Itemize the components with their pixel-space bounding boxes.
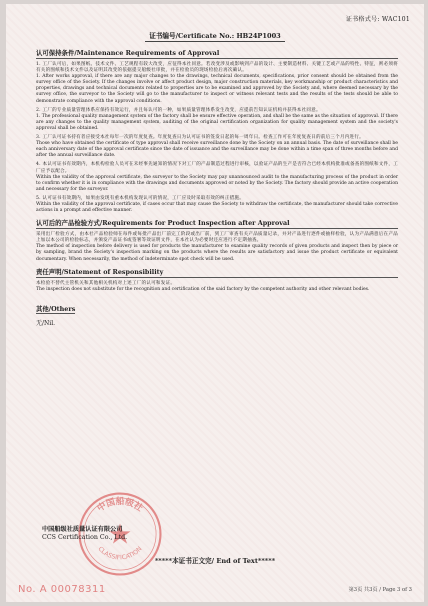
end-of-text: *****本证书正文完/ End of Text***** bbox=[154, 557, 276, 565]
paragraph-en: 1. After works approval, if there are any major changes to the drawings, technical documents, specifications, prior consent should be obtained from the survey office of the Society. If the changes involve or affect product design, major construction materials, key workmanship or product characteristics and properties, drawings and technical documents related to properties are to be examined and approved by the Society and, where deemed necessary by the survey office, the surveyor to the Society will go to the manufacturer to inspect or witness relevant tests and the results of the tests should be able to demonstrate compliance with the approval conditions. bbox=[36, 74, 398, 104]
section-maintenance bbox=[36, 48, 398, 214]
paragraph-zh: 4. 本认可证书有效期内，本机构检验人员可在未经事先通知的情况下对工厂的产品制造过程进行审核，以验证产品的生产是否符合已经本机构批准或备查的图纸和文件，工厂应予以配合。 bbox=[36, 162, 398, 174]
maintenance-paragraph-3 bbox=[36, 135, 398, 159]
paragraph-zh: 2. 工厂的专业质量管理体系应保持有效运行，并且每认可的一种，如果质量管理体系发生改变，应提前告知认证机构并获得本社同意。 bbox=[36, 107, 321, 113]
paragraph-en: Those who have obtained the certificate of type approval shall receive surveillance done by the Society on an annual basis. The date of surveillance shall be each anniversary date of the approval certificate since the date of issuance and the surveillance may be done within a time span of three months before and after the annual surveillance date. bbox=[36, 141, 398, 159]
issuing-organization bbox=[42, 526, 127, 542]
stamp-top-text: 中国船级社 bbox=[95, 497, 145, 515]
section-responsibility bbox=[36, 267, 398, 293]
inspection-paragraph bbox=[36, 232, 398, 262]
paragraph-en: Within the validity of the approval certificate, the surveyor to the Society may pay unannounced audit to the manufacturing process of the product in order to confirm whether it is in compliance with the drawings and documents approved or noted by the Society. The factory should provide an active cooperation and necessary for the surveyor. bbox=[36, 174, 398, 192]
paragraph-zh: 采用出厂检验方式，由本社产品检验师在每件或每批产品出厂前完工阶段或出厂前，到工厂审查有关产品质量记录，并对产品进行逐件或抽样检验，认为产品满意后在产品上加以本公司的检验标志，并颁发产品证书或签署等效证明文件，在本社认为必要时还应进行不定期抽查。 bbox=[36, 232, 398, 244]
certificate-number bbox=[6, 30, 424, 42]
responsibility-paragraph bbox=[36, 281, 398, 293]
section-title-inspection: 认可后的产品检验方式/Requirements for Product Inspection after Approval bbox=[36, 218, 398, 229]
certificate-body bbox=[36, 48, 398, 327]
maintenance-paragraph-4 bbox=[36, 162, 398, 192]
paragraph-en: Within the validity of the approval certificate, if cases occur that may cause the Society to withdraw the certificate, the manufacturer should take corrective actions in a prompt and effective manner. bbox=[36, 201, 398, 214]
maintenance-paragraph-1 bbox=[36, 62, 398, 105]
section-title-others: 其他/Others bbox=[36, 304, 76, 313]
paragraph-zh: 3. 工厂认可证书持有者应接受本社每年一次的年度复查。年度复查日为认可证书的签发日起的每一周年日。检查工作可在年度复查日的前后三个月内进行。 bbox=[36, 135, 364, 141]
section-title-responsibility: 责任声明/Statement of Responsibility bbox=[36, 267, 398, 278]
paragraph-zh: 1. 工厂认可后，如果图纸、技术文件、工艺规程有较大改变，应征得本社同意。若改变涉及或影响到产品的设计、主要制造材料、关键工艺或产品的特性、特征，则必须将有关的图纸和技术文件以及证明其改变的依据提交船级社审批，并在检验员的现场检验后再次确认。 bbox=[36, 62, 398, 74]
form-number: 证书格式号: WAC101 bbox=[345, 16, 410, 23]
section-others bbox=[36, 296, 398, 327]
paragraph-zh: 5. 认可证书有效期内，如果由发现有重本机构发现认可的情况，工厂应及时采取有效的纠正措施。 bbox=[36, 195, 245, 201]
section-title-maintenance: 认可保持条件/Maintenance Requirements of Approval bbox=[36, 48, 398, 59]
section-inspection bbox=[36, 218, 398, 262]
issuer-name-zh: 中国船级社质量认证有限公司 bbox=[42, 526, 123, 533]
maintenance-paragraph-2 bbox=[36, 108, 398, 132]
stamp-bottom-text: CLASSIFICATION bbox=[96, 545, 144, 562]
issuer-name-en: CCS Certification Co., Ltd. bbox=[42, 534, 128, 541]
maintenance-paragraph-5 bbox=[36, 196, 398, 214]
certificate-page bbox=[6, 4, 424, 602]
serial-number: No. A 00078311 bbox=[18, 584, 106, 595]
others-body: 无/Nil. bbox=[36, 319, 56, 327]
paragraph-zh: 本检验不替代主管机关和其他相关机构对上述工厂的认可和发证。 bbox=[36, 280, 176, 286]
page-number: 第3页 共3页 / Page 3 of 3 bbox=[348, 587, 412, 593]
paragraph-en: The method of inspection before delivery is used for products the manufacturer to examine quality records of given products and inspect then by piece or by sampling, brand the Society's inspection marking on the products where the results are satisfactory and issue the product certificate or equivalent documentary. When necessarily, the method of indeterminate spot check will be used. bbox=[36, 244, 398, 262]
paragraph-en: 1. The professional quality management system of the factory shall be ensure effective operation, and shall be the same as the situation of approval. If there are any changes to the quality management system, auditing of the original certification organization for quality management system and the society's approval shall be obtained. bbox=[36, 113, 398, 131]
paragraph-en: The inspection does not substitute for the recognition and certification of the said factory by the competent authority and other relevant bodies. bbox=[36, 286, 370, 292]
certificate-number-text: 证书编号/Certificate No.: HB24P1003 bbox=[145, 30, 285, 42]
